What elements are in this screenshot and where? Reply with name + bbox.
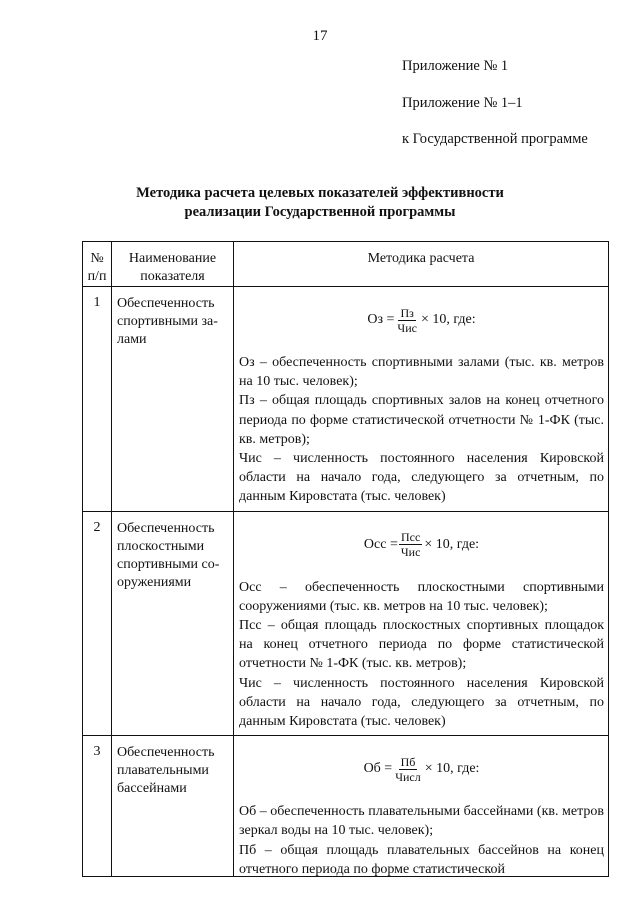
page-number: 17 — [312, 28, 328, 44]
formula-description — [239, 353, 604, 507]
document-title — [0, 184, 640, 222]
formula-rhs: × 10, где: — [424, 761, 480, 777]
calculation-method — [234, 511, 609, 736]
appendix-label-1: Приложение № 1 — [402, 58, 509, 74]
formula-fraction — [395, 306, 419, 335]
formula — [239, 736, 604, 802]
formula-fraction — [393, 755, 423, 784]
indicator-name-line: Обеспеченность — [117, 296, 215, 311]
header-num-line-2: п/п — [87, 269, 107, 284]
formula-denominator: Чис — [397, 320, 417, 335]
header-name-line-2: показателя — [140, 269, 205, 284]
formula-denominator: Чис — [400, 545, 421, 560]
formula — [239, 287, 604, 353]
formula-lhs: Об = — [363, 761, 393, 777]
formula-rhs: × 10, где: — [424, 536, 480, 552]
formula-fraction — [399, 530, 423, 559]
header-num-line-1: № — [90, 251, 104, 266]
formula-numerator: Псс — [400, 530, 421, 545]
row-number: 2 — [83, 511, 112, 736]
description-paragraph: Пз – общая площадь спортивных залов на конец отчетного периода по форме статистической отчетности № 1-ФК (тыс. кв. метров); — [239, 393, 604, 447]
table-header-row — [83, 242, 609, 287]
appendix-label-2: Приложение № 1–1 — [402, 95, 523, 111]
indicator-name-line: лами — [117, 332, 147, 347]
header-name-line-1: Наименование — [128, 251, 217, 266]
row-number: 1 — [83, 287, 112, 512]
header-name — [112, 242, 234, 287]
formula-lhs: Оз = — [367, 312, 395, 327]
row-number: 3 — [83, 736, 112, 877]
formula-rhs: × 10, где: — [420, 312, 476, 327]
indicator-name-line: Обеспеченность — [117, 520, 215, 536]
header-method — [234, 242, 609, 287]
description-paragraph: Осс – обеспеченность плоскостными спортивными сооружениями (тыс. кв. метров на 10 тыс. человек); — [239, 579, 604, 614]
indicator-name-line: спортивными со- — [117, 556, 220, 572]
indicator-name — [112, 736, 234, 877]
table-row — [83, 287, 609, 512]
description-paragraph: Чис – численность постоянного населения Кировской области на начало года, следующего за отчетным, по данным Кировстата (тыс. человек) — [239, 675, 604, 730]
indicator-name-line: бассейнами — [117, 781, 187, 797]
description-paragraph: Чис – численность постоянного населения Кировской области на начало года, следующего за отчетным, по данным Кировстата (тыс. человек) — [239, 451, 604, 505]
description-paragraph: Псс – общая площадь плоскостных спортивных площадок на конец отчетного периода по форме статистической отчетности № 1-ФК (тыс. кв. метров); — [239, 618, 604, 672]
title-line-2: реализации Государственной программы — [184, 204, 456, 220]
indicator-name-line: плавательными — [117, 763, 209, 779]
title-line-1: Методика расчета целевых показателей эффективности — [136, 185, 504, 201]
header-method-label: Методика расчета — [367, 251, 475, 266]
indicator-name-line: оружениями — [117, 574, 192, 590]
indicator-name-line: спортивными за- — [117, 314, 218, 329]
formula — [239, 512, 604, 578]
calculation-method — [234, 287, 609, 512]
formula-denominator: Числ — [395, 769, 421, 784]
indicator-name-line: плоскостными — [117, 538, 205, 554]
table-row — [83, 736, 609, 877]
header-num — [83, 242, 112, 287]
indicator-name — [112, 511, 234, 736]
formula-lhs: Осс = — [363, 536, 398, 552]
formula-description — [239, 802, 604, 877]
indicator-name — [112, 287, 234, 512]
calculation-method — [234, 736, 609, 877]
formula-description — [239, 578, 604, 732]
indicator-name-line: Обеспеченность — [117, 745, 215, 761]
formula-numerator: Пб — [400, 754, 416, 769]
description-paragraph: Оз – обеспеченность спортивными залами (тыс. кв. метров на 10 тыс. человек); — [239, 355, 604, 390]
table-row — [83, 511, 609, 736]
appendix-label-program: к Государственной программе — [402, 131, 588, 147]
indicators-table — [82, 241, 609, 877]
description-paragraph: Об – обеспеченность плавательными бассейнами (кв. метров зеркал воды на 10 тыс. человек); — [239, 804, 604, 839]
formula-numerator: Пз — [400, 305, 414, 320]
description-paragraph: Пб – общая площадь плавательных бассейнов на конец отчетного периода по форме статистической — [239, 842, 604, 877]
